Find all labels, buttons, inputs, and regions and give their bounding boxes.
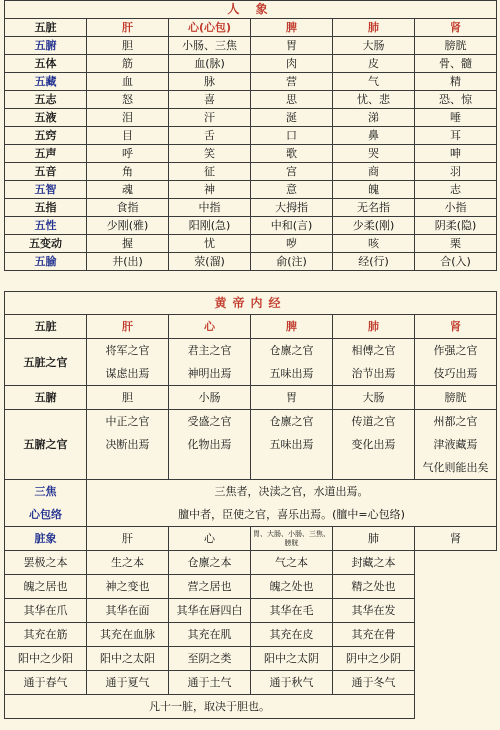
table-cell: 握 [87,235,169,253]
table-cell: 阳中之太阳 [87,647,169,671]
organ-header: 肺 [333,315,415,339]
table-cell: 神 [169,181,251,199]
zangxiang-row [5,599,497,623]
table-cell: 咳 [333,235,415,253]
table-cell: 胃 [251,37,333,55]
zangxiang-footer-row [5,695,497,719]
table-cell: 通于冬气 [333,671,415,695]
table-cell: 封藏之本 [333,551,415,575]
fu-cell: 胆 [87,386,169,410]
zangxiang-row [5,671,497,695]
table-cell: 魄 [333,181,415,199]
table-cell: 呻 [415,145,497,163]
table-cell: 涎 [251,109,333,127]
row-label: 五脏之官 [5,339,87,386]
renxiang-row [5,37,497,55]
table-cell: 口 [251,127,333,145]
renxiang-table [4,0,497,271]
fu-cell: 大肠 [333,386,415,410]
table-cell: 歌 [251,145,333,163]
table-cell: 泪 [87,109,169,127]
table-cell: 通于土气 [169,671,251,695]
table-cell: 阳中之少阳 [5,647,87,671]
fu-cell: 膀胱 [415,386,497,410]
row-label: 五声 [5,145,87,163]
renxiang-row [5,73,497,91]
renxiang-row [5,235,497,253]
table-cell: 其华在发 [333,599,415,623]
table-cell: 气 [333,73,415,91]
table-cell: 合(入) [415,253,497,271]
table-cell: 角 [87,163,169,181]
row-label: 五体 [5,55,87,73]
table-cell: 少柔(刚) [333,217,415,235]
table-cell: 羽 [415,163,497,181]
table-cell: 阴中之少阴 [333,647,415,671]
fu-cell: 胃 [251,386,333,410]
table-cell: 阳中之太阴 [251,647,333,671]
table-cell: 皮 [333,55,415,73]
sanjiao-text: 三焦者，决渎之官，水道出焉。 [87,480,497,504]
table-cell: 其充在血脉 [87,623,169,647]
renxiang-row [5,145,497,163]
row-label: 五藏 [5,73,87,91]
table-cell: 涕 [333,109,415,127]
table-cell: 笑 [169,145,251,163]
table-cell: 哕 [251,235,333,253]
table-cell: 魄之居也 [5,575,87,599]
table-cell: 骨、髓 [415,55,497,73]
table-cell: 俞(注) [251,253,333,271]
table-cell: 宫 [251,163,333,181]
organ-header: 肝 [87,527,169,551]
table-cell: 征 [169,163,251,181]
row-label: 五变动 [5,235,87,253]
table-cell: 精 [415,73,497,91]
table-cell: 荥(溜) [169,253,251,271]
table-cell: 中指 [169,199,251,217]
table-cell: 其华在唇四白 [169,599,251,623]
renxiang-row [5,181,497,199]
table-cell: 鼻 [333,127,415,145]
table-cell: 仓廪之本 [169,551,251,575]
table-cell: 其充在肌 [169,623,251,647]
table-cell: 少刚(雅) [87,217,169,235]
table-cell: 唾 [415,109,497,127]
row-label: 五脏 [5,19,87,37]
organ-header: 心 [169,315,251,339]
row-label: 三焦 [5,480,87,504]
row-label: 五腑 [5,37,87,55]
table-cell: 井(出) [87,253,169,271]
row-label: 五智 [5,181,87,199]
huangdi-table [4,291,497,719]
organ-header: 心(心包) [169,19,251,37]
table-cell: 魂 [87,181,169,199]
table-cell: 通于春气 [5,671,87,695]
huangdi-header-row [5,315,497,339]
table-cell: 志 [415,181,497,199]
row-label: 心包络 [5,503,87,527]
table-cell: 中和(言) [251,217,333,235]
table-cell: 目 [87,127,169,145]
guan-cell: 中正之官 决断出焉 [87,410,169,480]
organ-header: 脾 [251,19,333,37]
sanjiao-row [5,480,497,504]
organ-header: 心 [169,527,251,551]
table-cell: 无名指 [333,199,415,217]
table-cell: 忧、悲 [333,91,415,109]
renxiang-row [5,109,497,127]
table-cell: 血 [87,73,169,91]
table-cell: 营 [251,73,333,91]
huangdi-title: 黄帝内经 [5,292,497,315]
organ-header: 肾 [415,315,497,339]
table-cell: 怒 [87,91,169,109]
table-cell: 忧 [169,235,251,253]
row-label: 脏象 [5,527,87,551]
table-cell: 意 [251,181,333,199]
table-cell: 汗 [169,109,251,127]
guan-cell: 仓廪之官 五味出焉 [251,339,333,386]
table-cell: 胆 [87,37,169,55]
guan-cell: 君主之官 神明出焉 [169,339,251,386]
page [4,0,496,719]
zangxiang-row [5,551,497,575]
row-label: 五志 [5,91,87,109]
zangxiang-header-row [5,527,497,551]
table-cell: 小肠、三焦 [169,37,251,55]
table-cell: 精之处也 [333,575,415,599]
renxiang-row [5,217,497,235]
organ-header: 脾 [251,315,333,339]
table-cell: 其华在面 [87,599,169,623]
organ-header: 肝 [87,19,169,37]
row-label: 五液 [5,109,87,127]
table-cell: 气之本 [251,551,333,575]
row-label: 五性 [5,217,87,235]
organ-header: 肝 [87,315,169,339]
table-cell: 大拇指 [251,199,333,217]
table-cell: 至阴之类 [169,647,251,671]
fu-cell: 小肠 [169,386,251,410]
organ-header: 胃、大肠、小肠、三焦、膀胱 [251,527,333,551]
row-label: 五窍 [5,127,87,145]
renxiang-row [5,91,497,109]
table-cell: 阴柔(隐) [415,217,497,235]
row-label: 五腑之官 [5,410,87,480]
renxiang-row [5,163,497,181]
table-cell: 神之变也 [87,575,169,599]
table-cell: 其华在毛 [251,599,333,623]
organ-header: 肺 [333,527,415,551]
table-cell: 肉 [251,55,333,73]
table-cell: 通于夏气 [87,671,169,695]
table-cell: 罢极之本 [5,551,87,575]
zang-guan-row [5,339,497,386]
guan-cell: 传道之官 变化出焉 [333,410,415,480]
row-label: 五腧 [5,253,87,271]
table-cell: 哭 [333,145,415,163]
table-cell: 食指 [87,199,169,217]
renxiang-header-row [5,19,497,37]
table-cell: 耳 [415,127,497,145]
table-cell: 恐、惊 [415,91,497,109]
xinbao-row [5,503,497,527]
table-cell: 大肠 [333,37,415,55]
zangxiang-row [5,647,497,671]
table-cell: 栗 [415,235,497,253]
guan-cell: 相傅之官 治节出焉 [333,339,415,386]
row-label: 五腑 [5,386,87,410]
guan-cell: 作强之官 伎巧出焉 [415,339,497,386]
guan-cell: 仓廪之官 五味出焉 [251,410,333,480]
guan-cell: 州都之官 津液藏焉 气化则能出矣 [415,410,497,480]
table-cell: 喜 [169,91,251,109]
zangxiang-row [5,623,497,647]
table-cell: 其充在皮 [251,623,333,647]
table-cell: 其华在爪 [5,599,87,623]
renxiang-row [5,253,497,271]
table-cell: 阳刚(急) [169,217,251,235]
table-cell: 舌 [169,127,251,145]
table-cell: 血(脉) [169,55,251,73]
row-label: 五指 [5,199,87,217]
zangxiang-row [5,575,497,599]
table-cell: 膀胱 [415,37,497,55]
renxiang-row [5,199,497,217]
xinbao-text: 膻中者，臣使之官，喜乐出焉。(膻中=心包络) [87,503,497,527]
renxiang-title: 人 象 [5,1,497,19]
table-cell: 筋 [87,55,169,73]
renxiang-row [5,127,497,145]
row-label: 五脏 [5,315,87,339]
renxiang-row [5,55,497,73]
table-cell: 经(行) [333,253,415,271]
table-cell: 生之本 [87,551,169,575]
row-label: 五音 [5,163,87,181]
table-cell: 呼 [87,145,169,163]
guan-cell: 受盛之官 化物出焉 [169,410,251,480]
table-cell: 其充在筋 [5,623,87,647]
table-cell: 小指 [415,199,497,217]
organ-header: 肺 [333,19,415,37]
zangxiang-footer: 凡十一脏，取决于胆也。 [5,695,415,719]
organ-header: 肾 [415,527,497,551]
table-cell: 其充在骨 [333,623,415,647]
table-cell: 思 [251,91,333,109]
table-cell: 魄之处也 [251,575,333,599]
guan-cell: 将军之官 谋虑出焉 [87,339,169,386]
table-cell: 商 [333,163,415,181]
table-cell: 脉 [169,73,251,91]
fu-row [5,386,497,410]
table-cell: 营之居也 [169,575,251,599]
table-cell: 通于秋气 [251,671,333,695]
fu-guan-row [5,410,497,480]
organ-header: 肾 [415,19,497,37]
